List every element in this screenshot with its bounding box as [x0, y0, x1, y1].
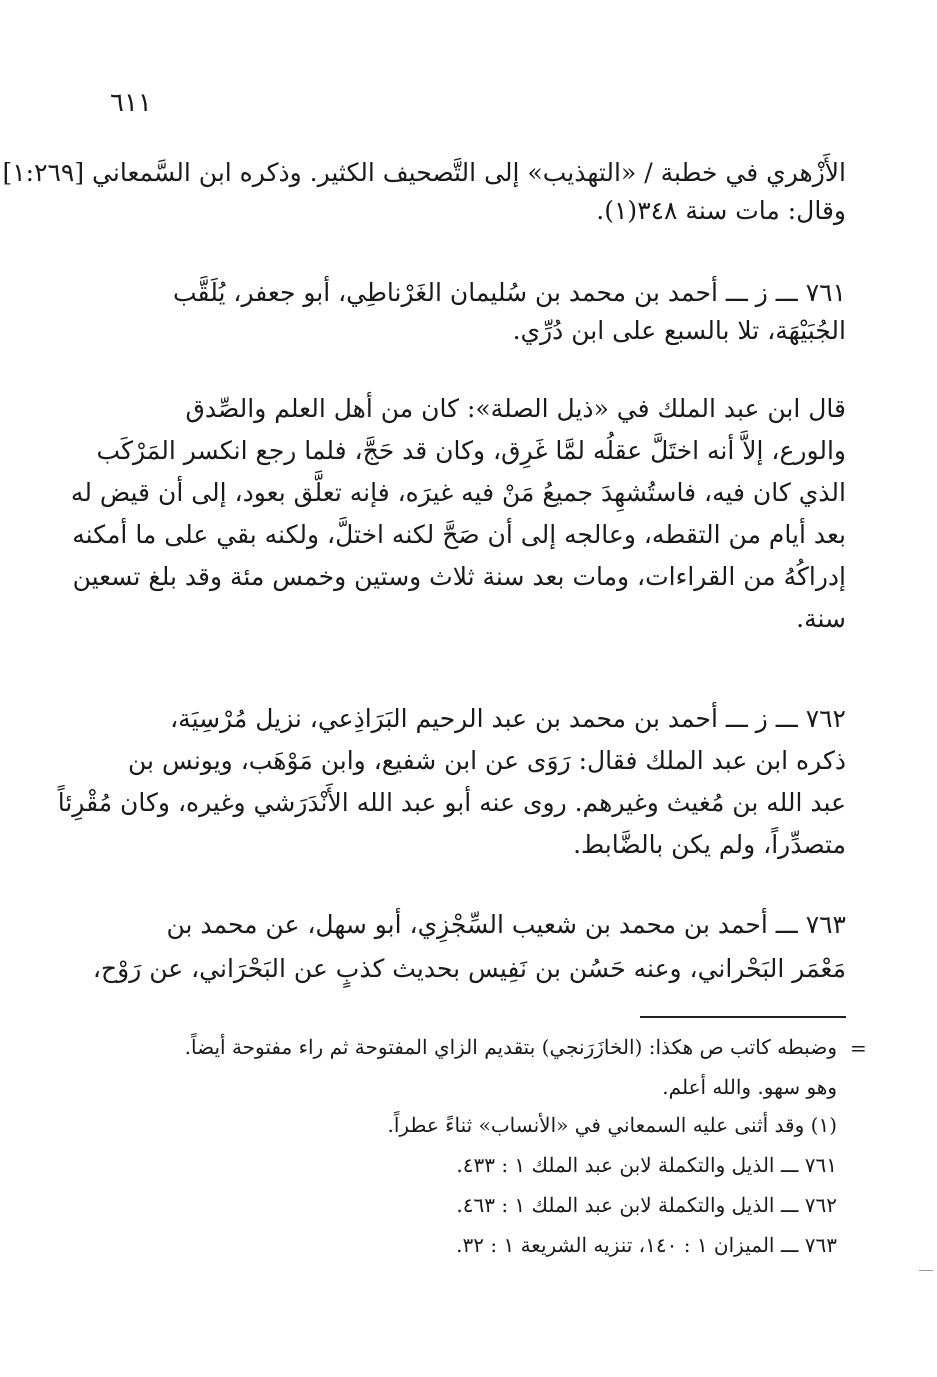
footnote-source-762: ٧٦٢ ـــ الذيل والتكملة لابن عبد الملك ١ : ٤٦٣. [456, 1193, 837, 1217]
text-line: الذي كان فيه، فاستُشهِدَ جميعُ مَنْ فيه غيرَه، فإنه تعلَّق بعود، إلى أن قيض له [70, 478, 846, 507]
text-line: الأَزْهري في خطبة / «التهذيب» إلى التَّصحيف الكثير. وذكره ابن السَّمعاني [١:٢٦٩] [2, 158, 846, 187]
page-number: ٦١١ [110, 88, 152, 118]
text-line: ٧٦١ ـــ ز ـــ أحمد بن محمد بن سُليمان الغَرْناطِي، أبو جعفر، يُلَقَّب [173, 278, 846, 307]
text-line: عبد الله بن مُغيث وغيرهم. روى عنه أبو عبد الله الأَنْدَرَشي وغيره، وكان مُقْرِئاً [57, 788, 846, 817]
text-line: سنة. [796, 604, 846, 633]
text-line: متصدِّراً، ولم يكن بالضَّابط. [573, 830, 846, 859]
footnote-line: (١) وقد أثنى عليه السمعاني في «الأنساب» ثناءً عطراً. [387, 1113, 837, 1137]
entry-763 [92, 906, 846, 994]
text-line: قال ابن عبد الملك في «ذيل الصلة»: كان من أهل العلم والصِّدق [185, 394, 846, 423]
text-line: وقال: مات سنة ٣٤٨(١). [596, 196, 846, 225]
text-line: ذكره ابن عبد الملك فقال: رَوَى عن ابن شفيع، وابن مَوْهَب، ويونس بن [128, 746, 846, 775]
footnote-line: وضبطه كاتب ص هكذا: (الخازَرَنجي) بتقديم الزاي المفتوحة ثم راء مفتوحة أيضاً. [184, 1035, 837, 1059]
text-line: مَعْمَر البَحْراني، وعنه حَسُن بن نَفِيس بحديث كذبٍ عن البَحْرَاني، عن رَوْح، [92, 954, 846, 983]
footnote-source-763: ٧٦٣ ـــ الميزان ١ : ١٤٠، تنزيه الشريعة ١ : ٣٢. [456, 1233, 837, 1257]
text-line: والورع، إلاَّ أنه اختَلَّ عقلُه لمَّا غَرِق، وكان قد حَجَّ، فلما رجع انكسر المَرْكَب [96, 436, 846, 465]
entry-761-heading [118, 274, 846, 350]
footnote-line: وهو سهو. والله أعلم. [662, 1075, 837, 1099]
footnote-separator [640, 1016, 846, 1018]
text-line: ٧٦٢ ـــ ز ـــ أحمد بن محمد بن عبد الرحيم البَرَاذِعي، نزيل مُرْسِيَة، [170, 704, 846, 733]
paragraph-continuation [2, 154, 846, 230]
text-line: بعد أيام من التقطه، وعالجه إلى أن صَحَّ لكنه اختلَّ، ولكنه بقي على ما أمكنه [72, 520, 846, 549]
entry-762 [57, 700, 846, 868]
entry-761-body [70, 390, 846, 642]
text-line: إدراكُهُ من القراءات، ومات بعد سنة ثلاث وستين وخمس مئة وقد بلغ تسعين [72, 562, 846, 591]
footnote-source-761: ٧٦١ ـــ الذيل والتكملة لابن عبد الملك ١ : ٤٣٣. [456, 1153, 837, 1177]
text-line: الجُبَيْهَة، تلا بالسبع على ابن دُرِّي. [512, 316, 846, 345]
text-line: ٧٦٣ ـــ أحمد بن محمد بن شعيب السِّجْزِي، أبو سهل، عن محمد بن [166, 910, 846, 939]
footnote-continuation-marker: = [850, 1036, 867, 1060]
page-edge-mark [919, 1270, 933, 1271]
